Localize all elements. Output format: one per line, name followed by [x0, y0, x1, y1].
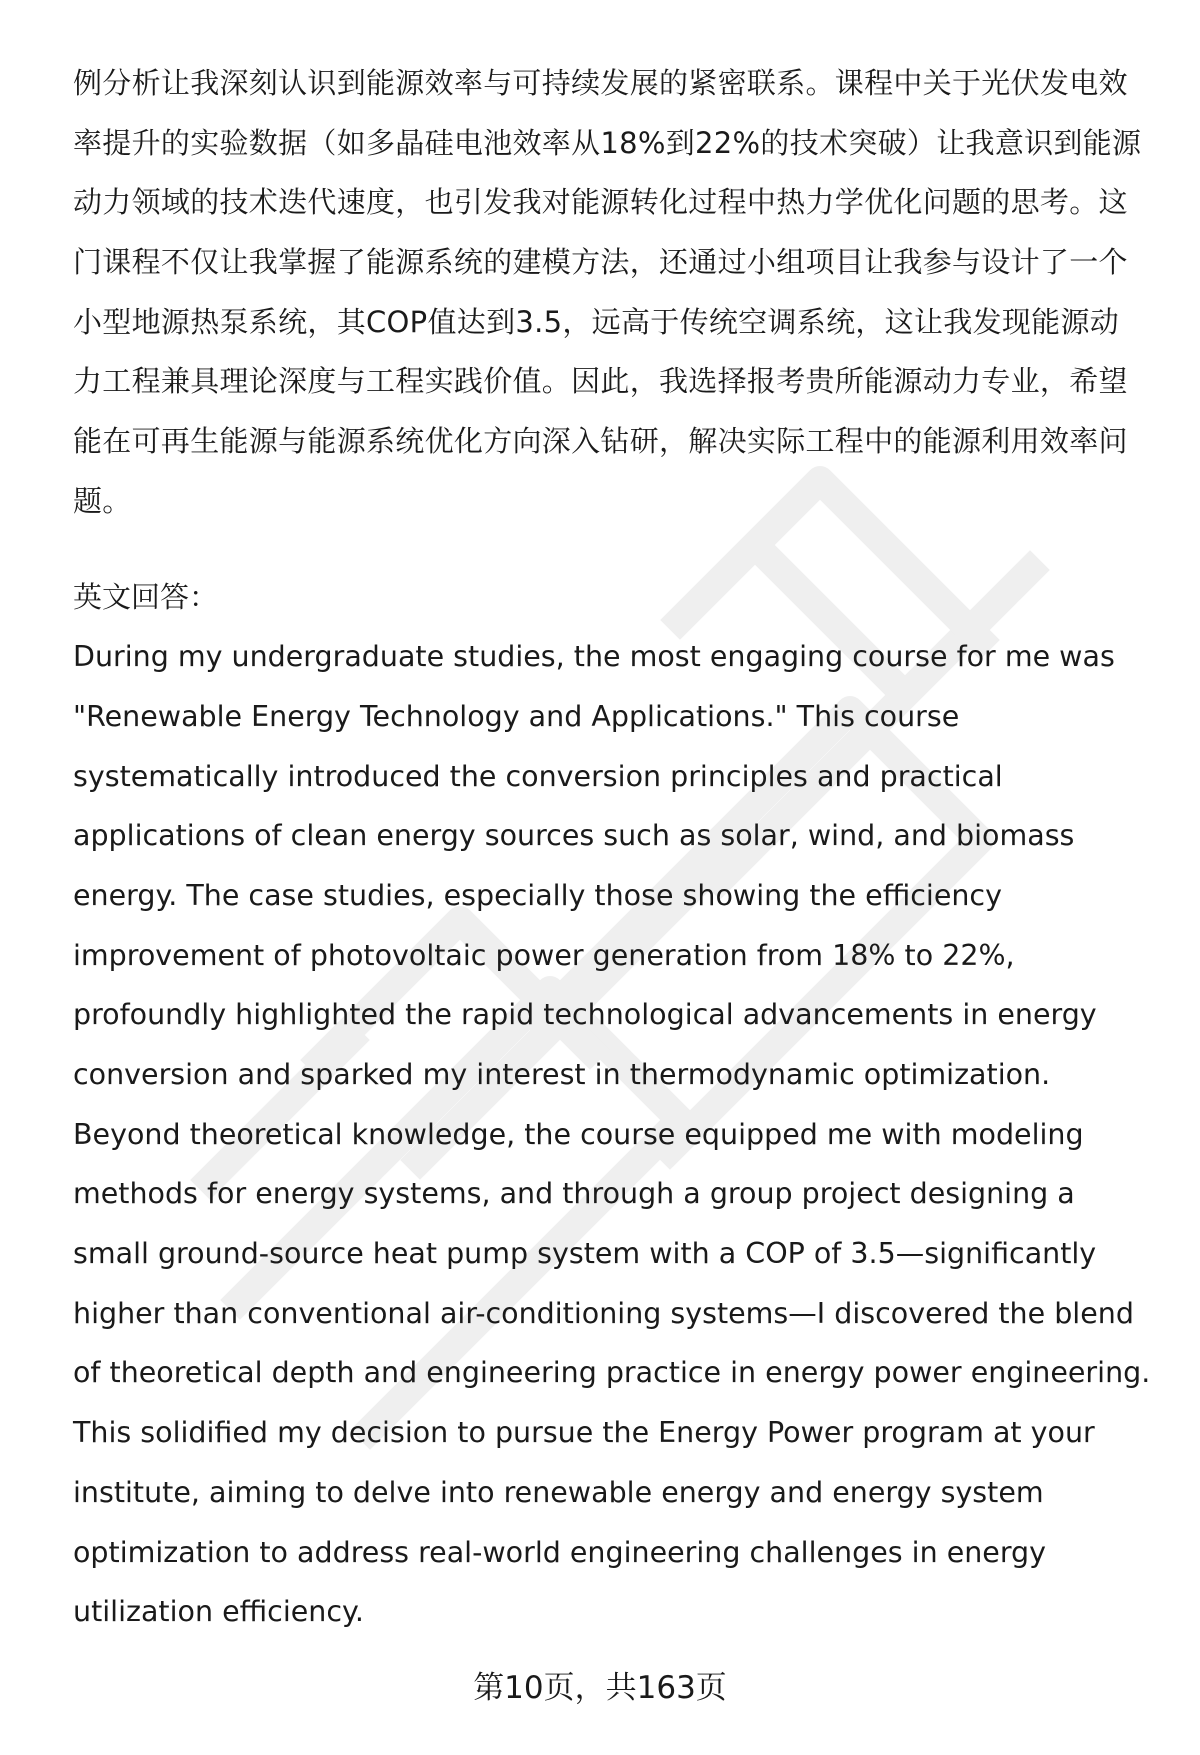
- text-line: During my undergraduate studies, the most engaging course for me was: [73, 640, 1115, 674]
- text-line: 能在可再生能源与能源系统优化方向深入钻研，解决实际工程中的能源利用效率问: [73, 424, 1128, 459]
- text-line: This solidified my decision to pursue the Energy Power program at your: [73, 1416, 1095, 1450]
- text-line: profoundly highlighted the rapid technological advancements in energy: [73, 998, 1097, 1032]
- text-line: improvement of photovoltaic power generation from 18% to 22%,: [73, 938, 1015, 972]
- text-line: Beyond theoretical knowledge, the course equipped me with modeling: [73, 1117, 1084, 1151]
- text-line: institute, aiming to delve into renewable energy and energy system: [73, 1475, 1044, 1509]
- english-answer-heading: 英文回答：: [73, 579, 219, 614]
- text-line: utilization efficiency.: [73, 1595, 364, 1629]
- english-answer-paragraph: [73, 627, 1153, 1642]
- text-line: methods for energy systems, and through a group project designing a: [73, 1177, 1075, 1211]
- chinese-answer-paragraph: [73, 54, 1153, 532]
- text-line: systematically introduced the conversion principles and practical: [73, 759, 1003, 793]
- text-line: applications of clean energy sources such as solar, wind, and biomass: [73, 819, 1075, 853]
- text-line: 小型地源热泵系统，其COP值达到3.5，远高于传统空调系统，这让我发现能源动: [73, 304, 1120, 339]
- text-line: conversion and sparked my interest in thermodynamic optimization.: [73, 1058, 1051, 1091]
- text-line: 门课程不仅让我掌握了能源系统的建模方法，还通过小组项目让我参与设计了一个: [73, 245, 1128, 280]
- text-line: small ground-source heat pump system with a COP of 3.5—significantly: [73, 1237, 1097, 1271]
- document-body: [73, 54, 1153, 1642]
- text-line: higher than conventional air-conditioning systems—I discovered the blend: [73, 1296, 1134, 1330]
- text-line: 例分析让我深刻认识到能源效率与可持续发展的紧密联系。课程中关于光伏发电效: [73, 66, 1128, 100]
- text-line: 动力领域的技术迭代速度，也引发我对能源转化过程中热力学优化问题的思考。这: [73, 185, 1128, 220]
- text-line: "Renewable Energy Technology and Applications." This course: [73, 699, 960, 733]
- text-line: energy. The case studies, especially those showing the efficiency: [73, 878, 1002, 912]
- page-number-footer: 第10页，共163页: [473, 1670, 727, 1706]
- text-line: 题。: [73, 483, 132, 518]
- text-line: of theoretical depth and engineering practice in energy power engineering.: [73, 1356, 1151, 1390]
- text-line: optimization to address real-world engineering challenges in energy: [73, 1535, 1046, 1569]
- text-line: 率提升的实验数据（如多晶硅电池效率从18%到22%的技术突破）让我意识到能源: [73, 125, 1142, 160]
- text-line: 力工程兼具理论深度与工程实践价值。因此，我选择报考贵所能源动力专业，希望: [73, 364, 1128, 399]
